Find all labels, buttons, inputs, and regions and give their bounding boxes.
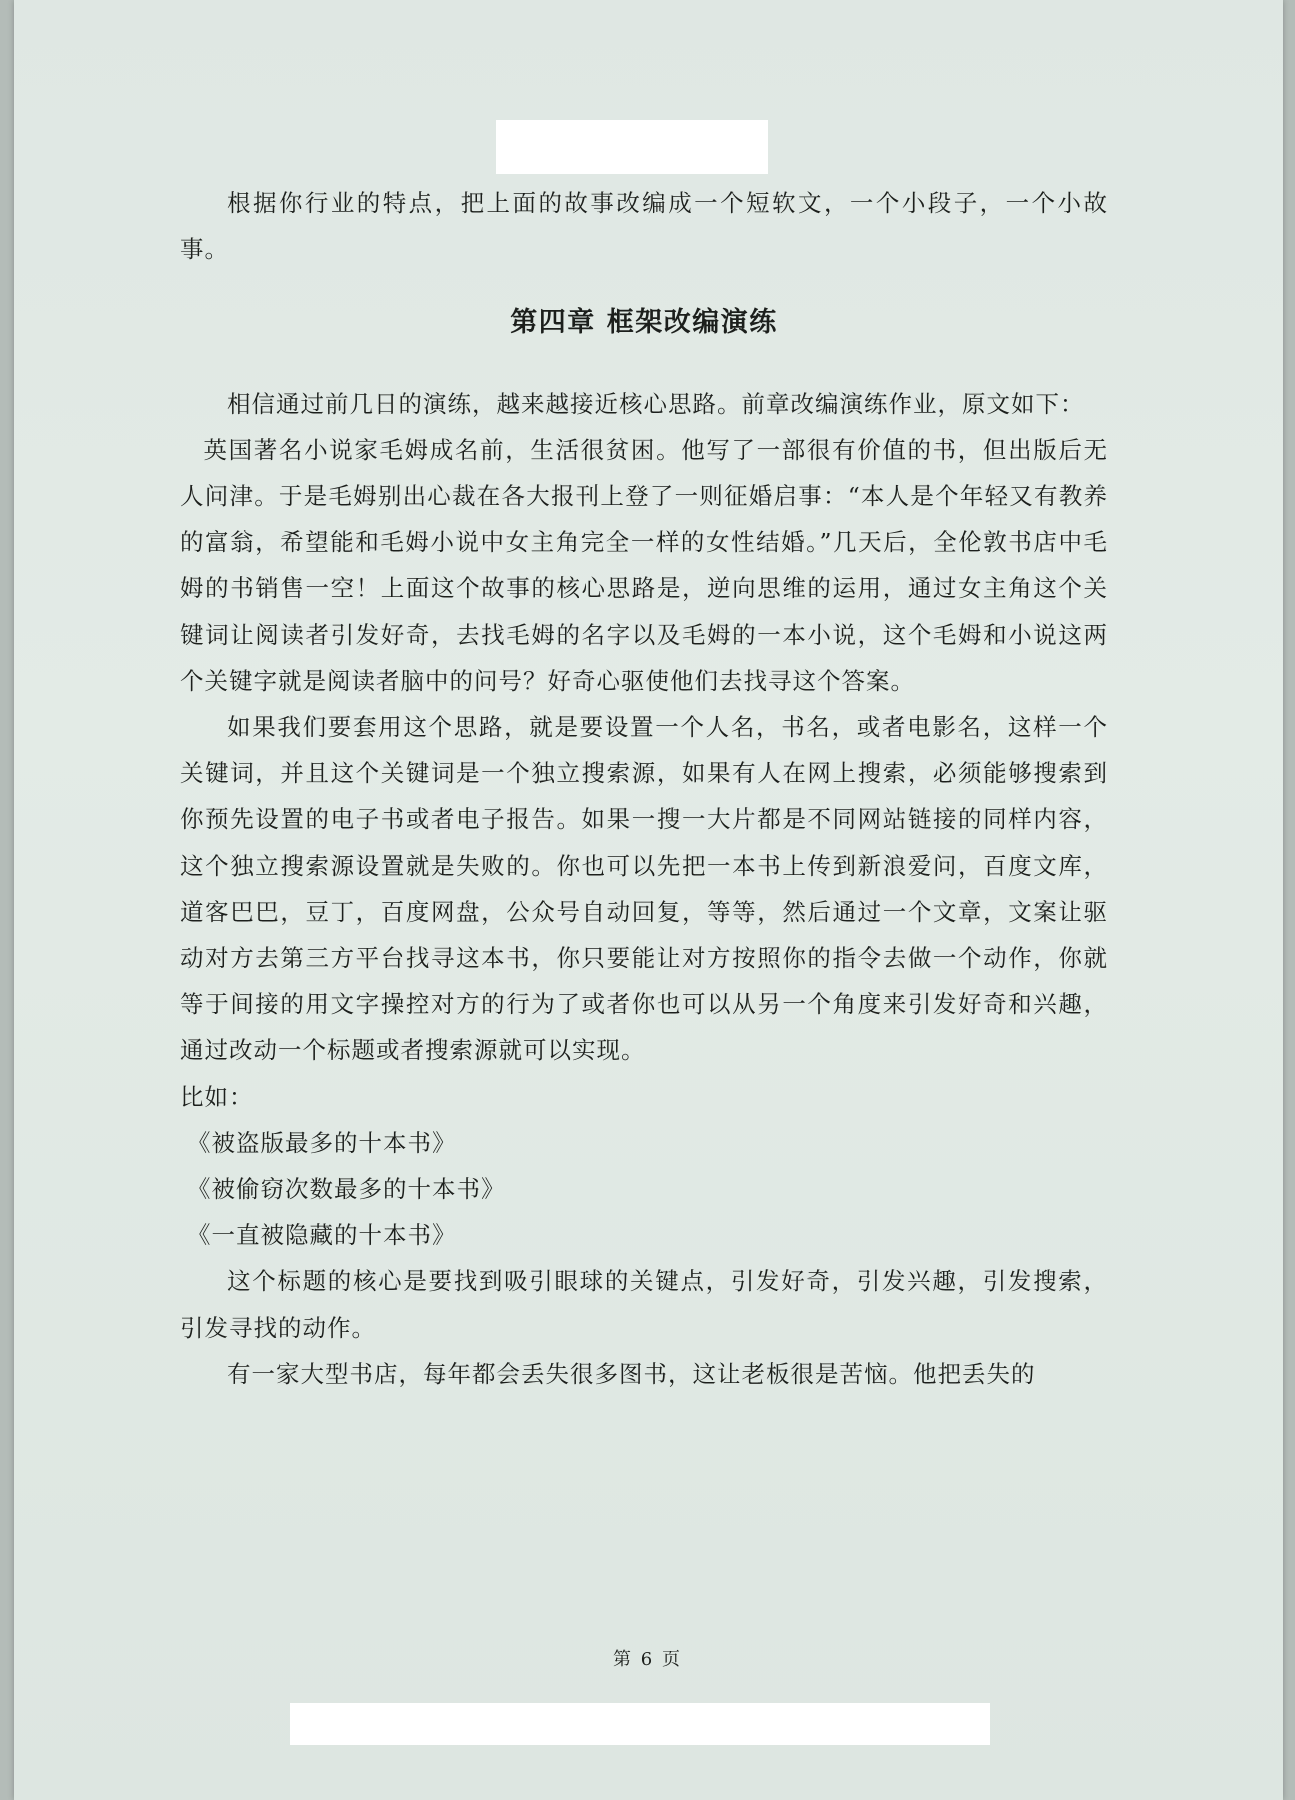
book-title-3: 《一直被隐藏的十本书》	[187, 1221, 457, 1250]
paragraph-6: 有一家大型书店，每年都会丢失很多图书，这让老板很是苦恼。他把丢失的	[227, 1359, 1036, 1388]
redaction-block-bottom	[290, 1703, 990, 1745]
paragraph-5: 这个标题的核心是要找到吸引眼球的关键点，引发好奇，引发兴趣，引发搜索，引发寻找的动作。	[180, 1267, 1108, 1342]
book-title-1: 《被盗版最多的十本书》	[187, 1128, 457, 1157]
intro-paragraph: 根据你行业的特点，把上面的故事改编成一个短软文，一个小段子，一个小故事。	[180, 189, 1108, 264]
paragraph-3: 如果我们要套用这个思路，就是要设置一个人名，书名，或者电影名，这样一个关键词，并且这个关键词是一个独立搜索源，如果有人在网上搜索，必须能够搜索到你预先设置的电子书或者电子报告。如果一搜一大片都是不同网站链接的同样内容，这个独立搜索源设置就是失败的。你也可以先把一本书上传到新浪爱问，百度文库，道客巴巴，豆丁，百度网盘，公众号自动回复，等等，然后通过一个文章，文案让驱动对方去第三方平台找寻这本书，你只要能让对方按照你的指令去做一个动作，你就等于间接的用文字操控对方的行为了或者你也可以从另一个角度来引发好奇和兴趣，通过改动一个标题或者搜索源就可以实现。	[180, 713, 1108, 1065]
paragraph-4: 比如：	[180, 1082, 254, 1111]
paragraph-2: 英国著名小说家毛姆成名前，生活很贫困。他写了一部很有价值的书，但出版后无人问津。于是毛姆别出心裁在各大报刊上登了一则征婚启事：“本人是个年轻又有教养的富翁，希望能和毛姆小说中女主角完全一样的女性结婚。”几天后，全伦敦书店中毛姆的书销售一空！上面这个故事的核心思路是，逆向思维的运用，通过女主角这个关键词让阅读者引发好奇，去找毛姆的名字以及毛姆的一本小说，这个毛姆和小说这两个关键字就是阅读者脑中的问号？好奇心驱使他们去找寻这个答案。	[180, 435, 1108, 695]
redaction-block-top	[496, 120, 768, 174]
paragraph-1: 相信通过前几日的演练，越来越接近核心思路。前章改编演练作业，原文如下：	[227, 389, 1085, 418]
chapter-title: 第四章 框架改编演练	[510, 307, 778, 339]
page-body	[180, 180, 1108, 1397]
page-number: 第 6 页	[613, 1649, 682, 1670]
book-title-2: 《被偷窃次数最多的十本书》	[187, 1175, 506, 1204]
